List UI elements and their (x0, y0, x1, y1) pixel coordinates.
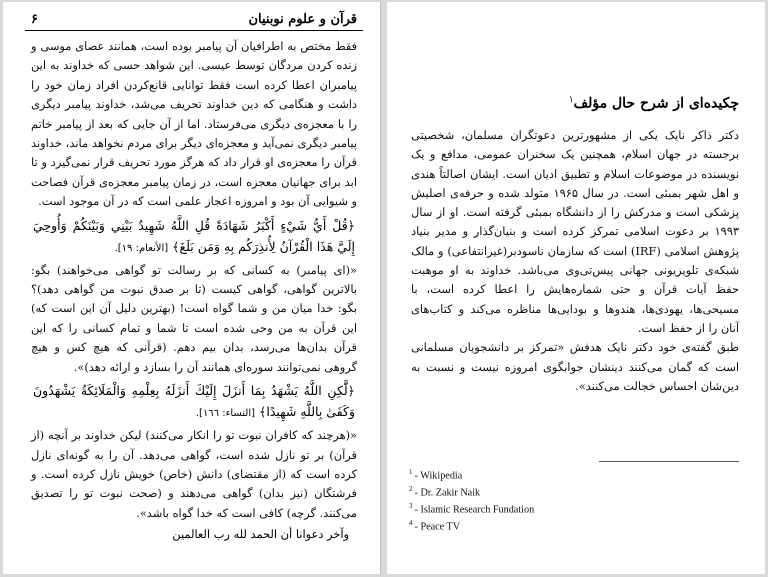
footnote (409, 483, 534, 500)
verse-translation: «(ای پیامبر) به کسانی که بر رسالت تو گواهی می‌خواهند) بگو: بالاترین گواهی، گواهی کیست (تا بر صدق نبوت من گواهی دهد)؟ بگو: خدا میان من و شما گواه است! (بهترین دلیل آن این است که) این قرآن به من وحی شده است تا شما و تمام کسانی را که این قرآن بدان‌ها می‌رسد، بدان بیم دهم. (قرآنی که هیچ کس و هیچ گروهی نمی‌توانند سوره‌ای همانند آن را بسازد و ارائه دهد)». (31, 262, 357, 374)
page-number: ۶ (31, 12, 38, 27)
footnote-text: - Peace TV (414, 521, 461, 533)
footnote-text: - Islamic Research Fundation (414, 504, 535, 516)
footnote-number: 3 (409, 501, 413, 510)
title-text: چکیده‌ای از شرح حال مؤلف (573, 95, 739, 112)
paragraph: طبق گفته‌ی خود دکتر نایک هدفش «تمرکز بر دانشجویان مسلمانی است که گمان می‌کنند دینشان جوابگوی امروزه نیست و نسبت به دین‌شان احساس خجالت می‌کنند». (411, 340, 739, 393)
section-title (569, 95, 739, 112)
book-spread (3, 2, 765, 574)
footnote-divider (599, 461, 739, 462)
footnote-number: 4 (409, 518, 413, 527)
footnotes (409, 466, 534, 534)
footnote (409, 466, 534, 483)
footnote-text: - Wikipedia (414, 470, 463, 482)
verse-reference: [النساء: ١٦٦]. (195, 408, 256, 420)
left-page (3, 2, 381, 574)
verse-text: ﴿لَّٰكِنِ اللَّهُ يَشْهَدُ بِمَا أَنزَلَ إِلَيْكَ أَنزَلَهُ بِعِلْمِهِ وَالْمَلَائِكَةُ يَشْهَدُونَ وَكَفَىٰ بِاللَّهِ شَهِيدًا﴾ (33, 383, 355, 420)
right-body (411, 126, 739, 396)
verse-translation: «(هرچند که کافران نبوت تو را انکار می‌کنند) لیکن خداوند بر آنچه (از قرآن) بر تو نازل شده است، گواهی می‌دهد. آن را به گونه‌ای نازل کرده است که (از مقتضای) دانش (خاص) خویش نازل کرده است. و فرشتگان (نیز بدان) گواهی می‌دهند و (صحت نبوت تو را تصدیق می‌کنند. گرچه) کافی است که خدا گواه باشد». (31, 428, 357, 520)
paragraph: دکتر ذاکر نایک یکی از مشهورترین دعوتگران مسلمان، شخصیتی برجسته در جهان اسلام، همچنین یک سخنران عمومی، مدافع و یک نویسنده در موضوعات اسلام و تطبیق ادیان است. ایشان اصالتاً هندی و اهل شهر بمبئی است. در سال ۱۹۶۵ متولد شده و حرفه‌ی اصلیش پزشکی است و مدرکش را از دانشگاه بمبئی گرفته است. او از سال ۱۹۹۳ بر دعوت اسلامی تمرکز کرده است و بنیان‌گذار و مدیر بنیاد پژوهش اسلامی (IRF) است که سازمان ناسودبر(غیرانتفاعی) و مالک شبکه‌ی تلویزیونی جهانی پیس‌تی‌وی می‌باشد. خداوند به او موهبت حفظ آیات قرآن و حتی شماره‌هایش را اعطا کرده است، با مسیحی‌ها، یهودی‌ها، هندوها و بودایی‌ها مناظره می‌کند و کتاب‌های آنان را از حفظ است. (411, 128, 739, 335)
closing-line: وآخر دعوانا أن الحمد لله رب العالمین (172, 527, 349, 542)
footnote (409, 500, 534, 517)
verse-reference: [الأنعام: ١٩]. (114, 242, 169, 254)
page-header (25, 8, 363, 31)
running-title: قرآن و علوم نوبنیان (248, 12, 357, 27)
quran-verse (33, 215, 355, 259)
paragraph: فقط مختص به اطرافیان آن پیامبر بوده است، همانند عصای موسی و زنده کردن مردگان توسط عیسی. این شواهد حسی که خداوند به این پیامبران اعطا کرده است فقط توانایی قانع‌کردن افراد زمان خود را داشت و هنگامی که دین خداوند تحریف می‌شد، خداوند پیامبر دیگری را با معجزه‌ی دیگری می‌فرستاد. اما از آن جایی که بعد از پیامبر خاتم پیامبر دیگری نمی‌آید و معجزه‌ای دیگر برای مردم نخواهد ماند، خداوند قرآن را معجزه‌ی او قرار داد که هرگز مورد تحریف قرار نمی‌گیرد و تا ابد برای جهانیان معجزه است، در زمان پیامبر معجزه‌ی قرآن فصاحت و شیوایی آن بود و امروزه اعجاز علمی است که در آن موجود است. (31, 39, 357, 209)
left-body (31, 37, 357, 523)
footnote-number: 2 (409, 484, 413, 493)
title-footnote-marker: ١ (568, 95, 574, 105)
footnote (409, 517, 534, 534)
footnote-number: 1 (409, 468, 413, 476)
page-gutter (380, 2, 381, 574)
quran-verse (33, 380, 355, 424)
right-page (387, 2, 765, 574)
footnote-text: - Dr. Zakir Naik (414, 487, 481, 499)
verse-text: ﴿قُلْ أَيُّ شَيْءٍ أَكْبَرُ شَهَادَةً قُلِ اللَّهُ شَهِيدٌ بَيْنِي وَبَيْنَكُمْ وَأُوحِيَ إِلَيَّ هَذَا الْقُرْآنُ لِأُنذِرَكُم بِهِ وَمَن بَلَغَ﴾ (33, 217, 355, 254)
